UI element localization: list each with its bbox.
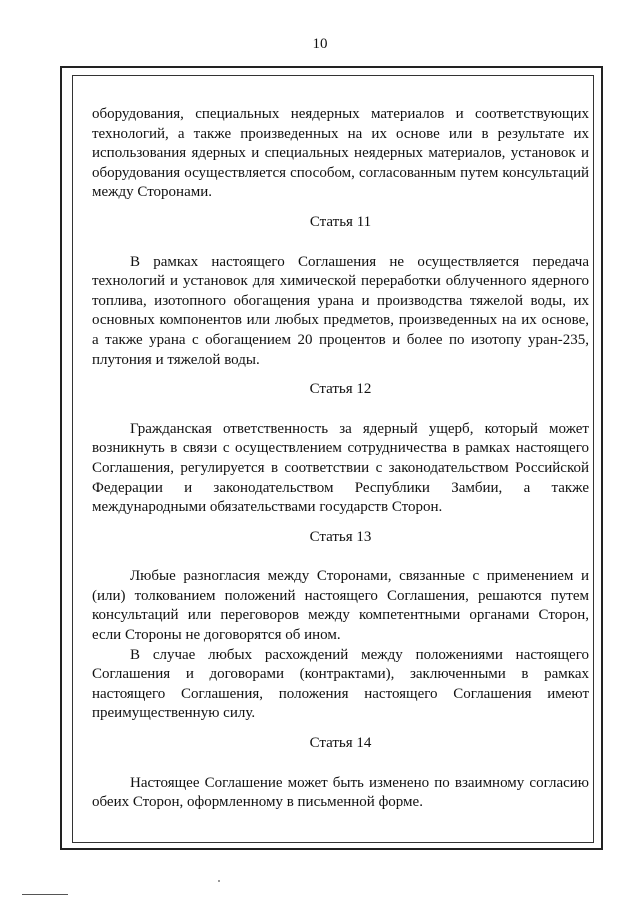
paragraph: В рамках настоящего Соглашения не осуществляется передача технологий и установок для химической переработки облученного ядерного топлива, изотопного обогащения урана и производства тяжелой воды, их основных компонентов или любых предметов, произведенных на их основе, а также урана с обогащением 20 процентов и более по изотопу уран-235, плутония и тяжелой воды. <box>92 253 589 368</box>
article-11 <box>92 213 589 370</box>
article-heading: Статья 14 <box>309 735 372 752</box>
article-12 <box>92 380 589 518</box>
article-heading: Статья 13 <box>309 528 372 545</box>
scan-speck <box>218 880 220 882</box>
article-heading: Статья 12 <box>309 381 372 398</box>
paragraph: Гражданская ответственность за ядерный ущерб, который может возникнуть в связи с осуществлением сотрудничества в рамках настоящего Соглашения, регулируется в соответствии с законодательством Российской Федерации и законодательством Республики Замбии, а также международными обязательствами государств Сторон. <box>92 420 589 516</box>
paragraph: В случае любых расхождений между положениями настоящего Соглашения и договорами (контрактами), заключенными в рамках настоящего Соглашения, положения настоящего Соглашения имеют преимущественную силу. <box>92 646 589 722</box>
page-number: 10 <box>312 36 328 52</box>
document-body <box>92 105 589 821</box>
paragraph: Настоящее Соглашение может быть изменено по взаимному согласию обеих Сторон, оформленному в письменной форме. <box>92 774 589 811</box>
article-heading: Статья 11 <box>309 213 372 230</box>
continuation-block <box>92 105 589 203</box>
paragraph: Любые разногласия между Сторонами, связанные с применением и (или) толкованием положений настоящего Соглашения, решаются путем консультаций или переговоров между компетентными органами Сторон, если Стороны не договорятся об ином. <box>92 568 589 644</box>
article-14 <box>92 734 589 813</box>
paragraph: оборудования, специальных неядерных материалов и соответствующих технологий, а также произведенных на их основе или в результате их использования ядерных и специальных неядерных материалов, установок и оборудования осуществляется способом, согласованным путем консультаций между Сторонами. <box>92 106 589 201</box>
article-13 <box>92 528 589 724</box>
footer-rule <box>22 894 68 895</box>
